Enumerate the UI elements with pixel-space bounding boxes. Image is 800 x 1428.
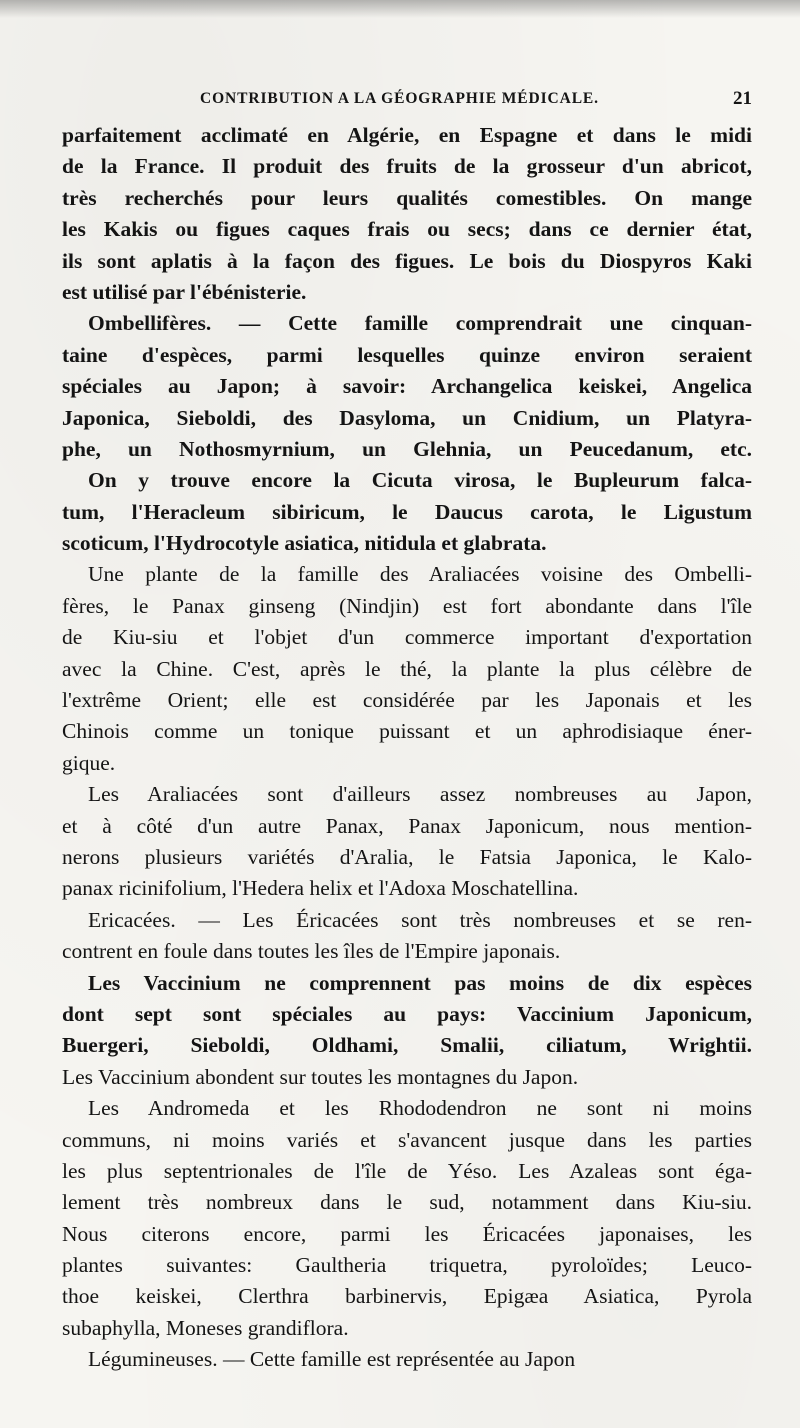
text-line: lement très nombreux dans le sud, notamment dans Kiu-siu. <box>62 1190 752 1215</box>
text-line: Les Vaccinium ne comprennent pas moins de dix espèces <box>88 970 752 995</box>
text-line: les Kakis ou figues caques frais ou secs; dans ce dernier état, <box>62 217 752 242</box>
text-line: subaphylla, Moneses grandiflora. <box>62 1315 349 1340</box>
running-title: CONTRIBUTION A LA GÉOGRAPHIE MÉDICALE. <box>200 90 599 107</box>
text-line: taine d'espèces, parmi lesquelles quinze environ seraient <box>62 342 752 367</box>
text-line: scoticum, l'Hydrocotyle asiatica, nitidula et glabrata. <box>62 531 547 556</box>
text-line: dont sept sont spéciales au pays: Vaccinium Japonicum, <box>62 1001 752 1026</box>
text-line: ils sont aplatis à la façon des figues. Le bois du Diospyros Kaki <box>62 248 752 273</box>
text-line: Ombellifères. — Cette famille comprendrait une cinquan- <box>88 311 752 336</box>
text-line: est utilisé par l'ébénisterie. <box>62 279 307 304</box>
text-line: Les Andromeda et les Rhododendron ne sont ni moins <box>88 1096 752 1121</box>
text-line: thoe keiskei, Clerthra barbinervis, Epigæa Asiatica, Pyrola <box>62 1284 752 1309</box>
text-line: plantes suivantes: Gaultheria triquetra, pyroloïdes; Leuco- <box>62 1253 752 1278</box>
text-line: de la France. Il produit des fruits de la grosseur d'un abricot, <box>62 154 752 179</box>
text-line: tum, l'Heracleum sibiricum, le Daucus carota, le Ligustum <box>62 499 752 524</box>
text-line: l'extrême Orient; elle est considérée par les Japonais et les <box>62 688 752 713</box>
text-line: Ericacées. — Les Éricacées sont très nombreuses et se ren- <box>88 907 752 932</box>
text-line: avec la Chine. C'est, après le thé, la plante la plus célèbre de <box>62 656 752 681</box>
running-header <box>62 90 752 114</box>
text-line: parfaitement acclimaté en Algérie, en Espagne et dans le midi <box>62 123 752 147</box>
text-line: nerons plusieurs variétés d'Aralia, le Fatsia Japonica, le Kalo- <box>62 844 752 869</box>
text-line: communs, ni moins variés et s'avancent jusque dans les parties <box>62 1127 752 1152</box>
text-line: les plus septentrionales de l'île de Yéso. Les Azaleas sont éga- <box>62 1158 752 1183</box>
body-text <box>62 120 752 1376</box>
text-line: phe, un Nothosmyrnium, un Glehnia, un Peucedanum, etc. <box>62 436 752 461</box>
text-line: Chinois comme un tonique puissant et un aphrodisiaque éner- <box>62 719 752 744</box>
text-line: Nous citerons encore, parmi les Éricacées japonaises, les <box>62 1221 752 1246</box>
text-line: Buergeri, Sieboldi, Oldhami, Smalii, ciliatum, Wrightii. <box>62 1033 752 1058</box>
text-line: très recherchés pour leurs qualités comestibles. On mange <box>62 185 752 210</box>
scan-edge-shadow <box>0 0 800 18</box>
text-line: fères, le Panax ginseng (Nindjin) est fort abondante dans l'île <box>62 593 752 618</box>
page-number: 21 <box>733 88 752 109</box>
text-line: Les Vaccinium abondent sur toutes les montagnes du Japon. <box>62 1064 579 1089</box>
text-line: On y trouve encore la Cicuta virosa, le Bupleurum falca- <box>88 468 752 493</box>
text-line: contrent en foule dans toutes les îles de l'Empire japonais. <box>62 939 561 964</box>
text-line: Légumineuses. — Cette famille est représentée au Japon <box>88 1347 576 1372</box>
text-line: spéciales au Japon; à savoir: Archangelica keiskei, Angelica <box>62 374 752 399</box>
text-line: et à côté d'un autre Panax, Panax Japonicum, nous mention- <box>62 813 752 838</box>
text-line: Une plante de la famille des Araliacées voisine des Ombelli- <box>88 562 752 587</box>
text-line: Les Araliacées sont d'ailleurs assez nombreuses au Japon, <box>88 782 752 807</box>
text-line: Japonica, Sieboldi, des Dasyloma, un Cnidium, un Platyra- <box>62 405 752 430</box>
text-line: gique. <box>62 750 116 775</box>
text-line: de Kiu-siu et l'objet d'un commerce important d'exportation <box>62 625 752 650</box>
text-line: panax ricinifolium, l'Hedera helix et l'Adoxa Moschatellina. <box>62 876 579 901</box>
